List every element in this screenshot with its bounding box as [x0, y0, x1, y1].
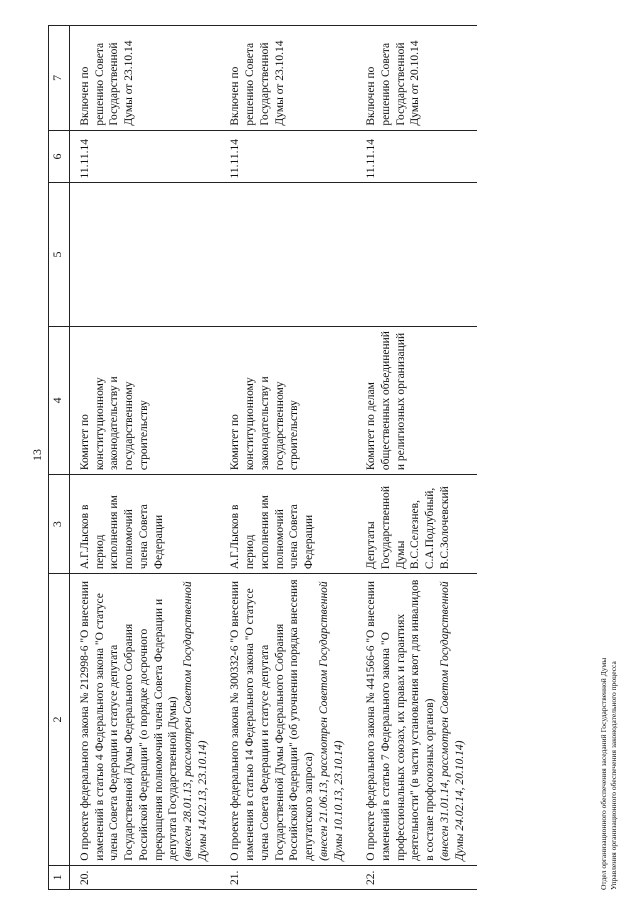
item-number: 22.	[356, 865, 477, 889]
bill-title: О проекте федерального закона № 300332-6 "О внесении изменения в статью 14 Федерального закона "О статусе члена Совета Федерации и статусе депутата Государственной Думы Федерального Собрания Российской Федерации" (об уточнении порядка внесения депутатского запроса)	[229, 579, 316, 861]
footer	[599, 658, 618, 890]
consideration-date: 11.11.14	[220, 130, 356, 183]
consideration-date: 11.11.14	[356, 130, 477, 183]
column-header: 1	[49, 865, 70, 889]
item-number: 21.	[220, 865, 356, 889]
column-header: 6	[49, 130, 70, 183]
bill-note: (внесен 28.01.13, рассмотрен Советом Государственной Думы 14.02.13, 23.10.14)	[182, 581, 209, 861]
inclusion-status: Включен по решению Совета Государственной Думы от 23.10.14	[70, 26, 221, 131]
column-5-cell	[220, 183, 356, 326]
responsible-committee: Комитет по конституционному законодательству и государственному строительству	[220, 326, 356, 475]
bill-title: О проекте федерального закона № 441566-6 "О внесении изменений в статью 7 Федерального закона "О профессиональных союзах, их правах и гарантиях деятельности" (в части установления квот для инвалидов в составе профсоюзных органов)	[365, 579, 437, 861]
bill-note: (внесен 31.01.14, рассмотрен Советом Государственной Думы 24.02.14, 20.10.14)	[438, 581, 466, 861]
table-row	[220, 26, 356, 890]
table-row	[70, 26, 221, 890]
column-header: 3	[49, 475, 70, 574]
column-header: 4	[49, 326, 70, 475]
column-header: 2	[49, 574, 70, 866]
bill-description	[70, 574, 221, 866]
item-number: 20.	[70, 865, 221, 889]
bill-title: О проекте федерального закона № 212998-6 "О внесении изменений в статью 4 Федерального закона "О статусе члена Совета Федерации и статусе депутата Государственной Думы Федерального Собрания Российской Федерации" (о порядке досрочного прекращения полномочий члена Совета Федерации и депутата Государственной Думы)	[79, 581, 180, 861]
column-5-cell	[70, 183, 221, 326]
column-5-cell	[356, 183, 477, 326]
bill-author: А.Г.Лысков в период исполнения им полномочий члена Совета Федерации	[220, 475, 356, 574]
rotated-page	[20, 20, 620, 890]
agenda-table	[48, 25, 477, 890]
consideration-date: 11.11.14	[70, 130, 221, 183]
bill-description	[356, 574, 477, 866]
inclusion-status: Включен по решению Совета Государственной Думы от 23.10.14	[220, 26, 356, 131]
responsible-committee: Комитет по делам общественных объединений и религиозных организаций	[356, 326, 477, 475]
footer-line: Отдел организационного обеспечения заседаний Государственной Думы	[599, 657, 609, 890]
column-header: 7	[49, 26, 70, 131]
column-header: 5	[49, 183, 70, 326]
bill-author: А.Г.Лысков в период исполнения им полномочий члена Совета Федерации	[70, 475, 221, 574]
column-number-row	[49, 26, 70, 890]
table-row	[356, 26, 477, 890]
bill-description	[220, 574, 356, 866]
bill-note: (внесен 21.06.13, рассмотрен Советом Государственной Думы 10.10.13, 23.10.14)	[317, 581, 345, 861]
page-number: 13	[30, 449, 44, 461]
inclusion-status: Включен по решению Совета Государственной Думы от 20.10.14	[356, 26, 477, 131]
footer-line: Управления организационного обеспечения законодательного процесса	[608, 661, 618, 890]
bill-author: Депутаты Государственной Думы В.С.Селезнев, С.А.Подлубный, В.С.Золочевский	[356, 475, 477, 574]
responsible-committee: Комитет по конституционному законодательству и государственному строительству	[70, 326, 221, 475]
